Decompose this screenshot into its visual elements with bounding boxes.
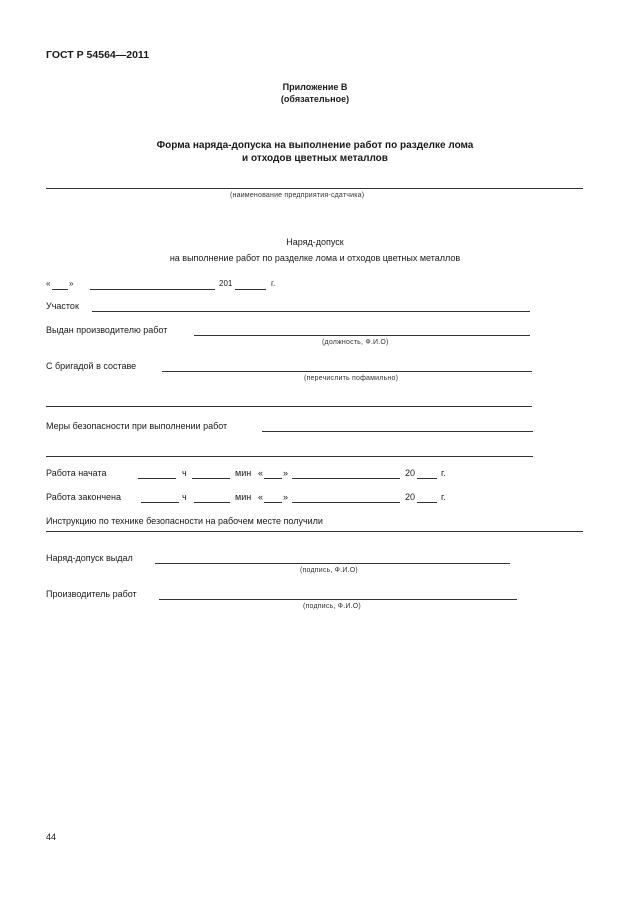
work-finished-year-suffix: г. bbox=[441, 492, 446, 502]
enterprise-name-line[interactable] bbox=[46, 188, 583, 189]
work-started-close-quote: » bbox=[283, 468, 289, 478]
enterprise-caption: (наименование предприятия-сдатчика) bbox=[230, 192, 365, 199]
work-started-minute-unit: мин bbox=[235, 468, 252, 478]
work-started-minute-field[interactable] bbox=[192, 478, 230, 479]
permit-title: Наряд-допуск bbox=[286, 237, 344, 247]
brigade-continuation-line[interactable] bbox=[46, 406, 532, 407]
instruction-signature-line[interactable] bbox=[46, 531, 583, 532]
date-year-field[interactable] bbox=[235, 289, 266, 290]
work-finished-minute-unit: мин bbox=[235, 492, 252, 502]
date-year-suffix: г. bbox=[271, 279, 276, 288]
work-finished-year-field[interactable] bbox=[417, 502, 437, 503]
brigade-caption: (перечислить пофамильно) bbox=[304, 375, 399, 382]
issued-to-label: Выдан производителю работ bbox=[46, 325, 168, 335]
issued-to-caption: (должность, Ф.И.О) bbox=[322, 339, 389, 346]
work-finished-hour-field[interactable] bbox=[141, 502, 179, 503]
date-month-field[interactable] bbox=[90, 289, 215, 290]
appendix-status: (обязательное) bbox=[280, 94, 350, 104]
brigade-field[interactable] bbox=[162, 371, 532, 372]
work-started-year-prefix: 20 bbox=[405, 468, 416, 478]
work-finished-day-field[interactable] bbox=[264, 502, 282, 503]
page-number: 44 bbox=[46, 832, 57, 842]
work-producer-caption: (подпись, Ф.И.О) bbox=[303, 603, 361, 610]
date-open-quote: « bbox=[46, 279, 51, 288]
work-producer-label: Производитель работ bbox=[46, 589, 137, 599]
date-close-quote: » bbox=[69, 279, 74, 288]
permit-subtitle: на выполнение работ по разделке лома и отходов цветных металлов bbox=[169, 253, 461, 263]
work-finished-close-quote: » bbox=[283, 492, 289, 502]
form-title-line2: и отходов цветных металлов bbox=[242, 153, 388, 164]
work-producer-signature-field[interactable] bbox=[159, 599, 517, 600]
date-day-field[interactable] bbox=[52, 289, 68, 290]
issued-to-field[interactable] bbox=[194, 335, 530, 336]
work-started-label: Работа начата bbox=[46, 468, 107, 478]
work-finished-month-field[interactable] bbox=[292, 502, 400, 503]
work-finished-year-prefix: 20 bbox=[405, 492, 416, 502]
instruction-text: Инструкцию по технике безопасности на рабочем месте получили bbox=[46, 516, 323, 526]
work-finished-label: Работа закончена bbox=[46, 492, 122, 502]
work-started-hour-unit: ч bbox=[182, 468, 187, 478]
work-started-open-quote: « bbox=[258, 468, 264, 478]
work-finished-minute-field[interactable] bbox=[194, 502, 230, 503]
safety-field[interactable] bbox=[262, 431, 533, 432]
work-started-month-field[interactable] bbox=[292, 478, 400, 479]
safety-label: Меры безопасности при выполнении работ bbox=[46, 421, 228, 431]
appendix-title: Приложение В bbox=[282, 82, 348, 92]
safety-continuation-line[interactable] bbox=[46, 456, 533, 457]
issued-by-label: Наряд-допуск выдал bbox=[46, 553, 133, 563]
work-started-hour-field[interactable] bbox=[138, 478, 176, 479]
form-title-line1: Форма наряда-допуска на выполнение работ по разделке лома bbox=[156, 140, 474, 151]
work-started-year-suffix: г. bbox=[441, 468, 446, 478]
section-field[interactable] bbox=[92, 311, 530, 312]
issued-by-signature-field[interactable] bbox=[155, 563, 510, 564]
work-started-day-field[interactable] bbox=[264, 478, 282, 479]
work-started-year-field[interactable] bbox=[417, 478, 437, 479]
brigade-label: С бригадой в составе bbox=[46, 361, 137, 371]
issued-by-caption: (подпись, Ф.И.О) bbox=[300, 567, 358, 574]
work-finished-open-quote: « bbox=[258, 492, 264, 502]
section-label: Участок bbox=[46, 301, 79, 311]
document-number: ГОСТ Р 54564—2011 bbox=[46, 49, 150, 61]
date-year-prefix: 201 bbox=[219, 279, 233, 288]
work-finished-hour-unit: ч bbox=[182, 492, 187, 502]
